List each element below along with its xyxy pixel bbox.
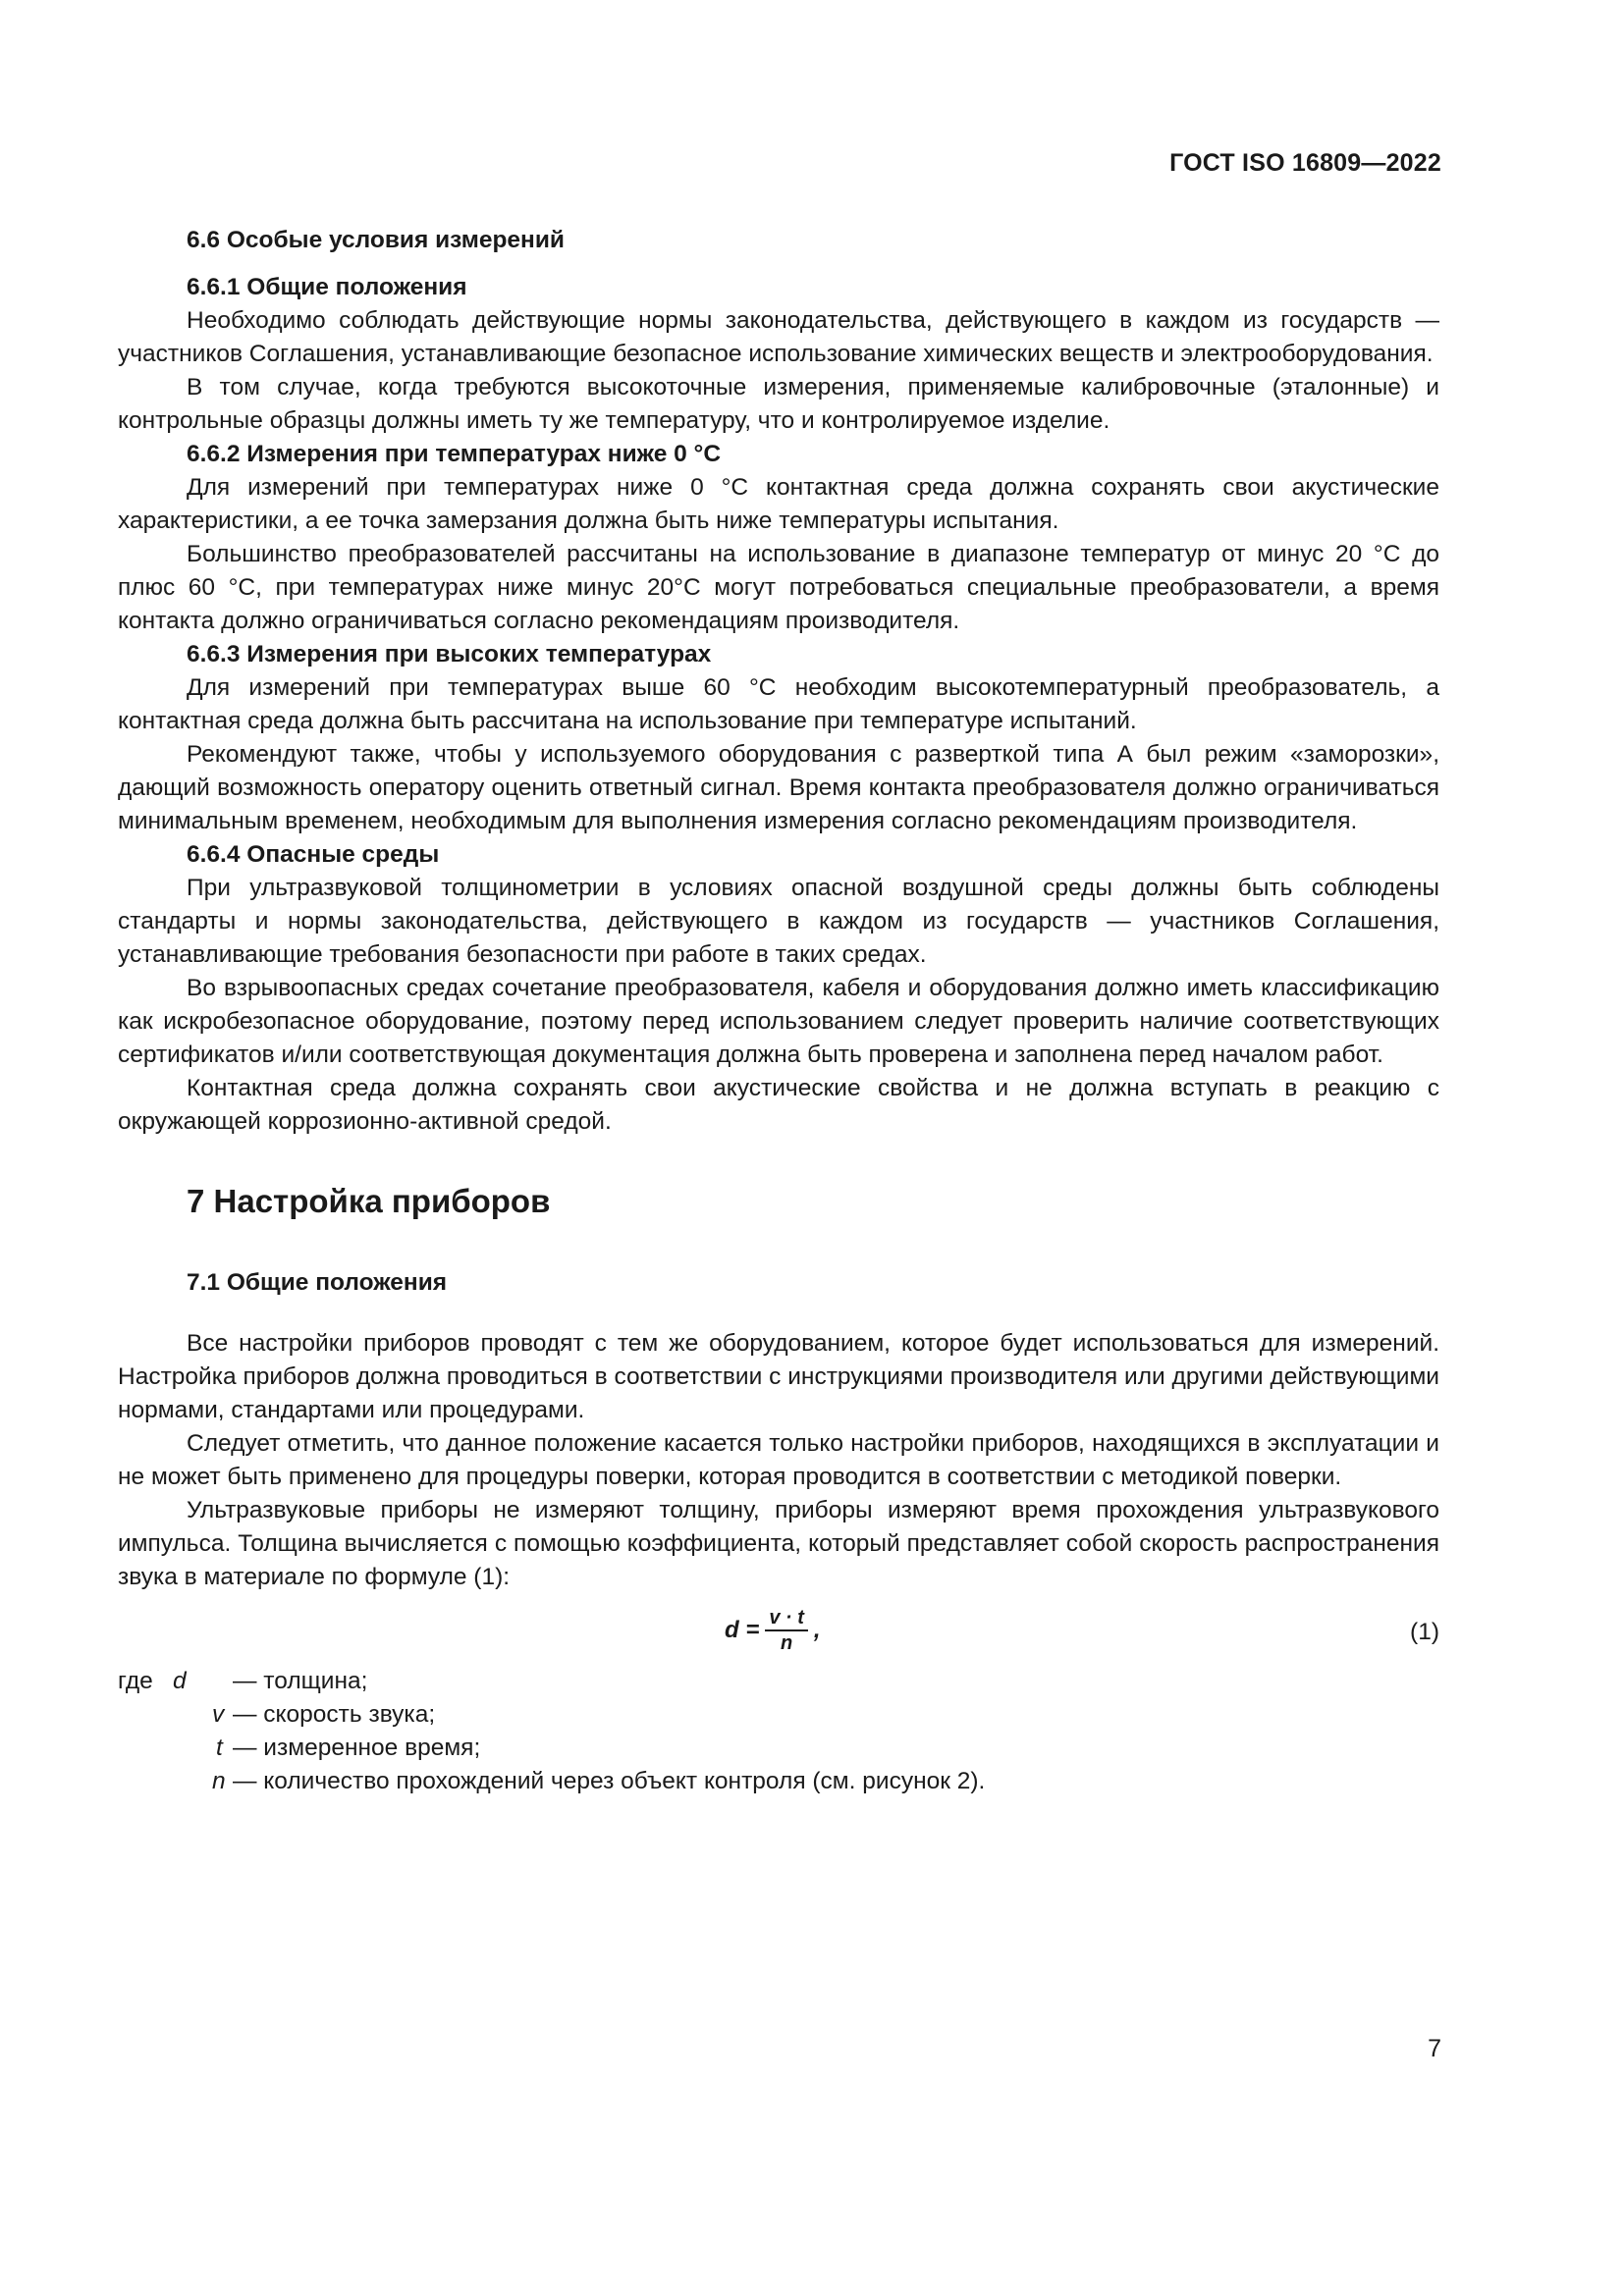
where-description: — толщина; xyxy=(233,1668,368,1694)
paragraph: В том случае, когда требуются высокоточные измерения, применяемые калибровочные (эталонные) и контрольные образцы должны иметь ту же температуру, что и контролируемое изделие. xyxy=(118,374,1439,434)
formula-fraction xyxy=(765,1606,808,1655)
document-code: ГОСТ ISO 16809—2022 xyxy=(1169,149,1441,177)
where-item xyxy=(118,1765,1439,1798)
where-description: — измеренное время; xyxy=(233,1735,481,1761)
formula-denominator: n xyxy=(781,1632,793,1654)
where-item xyxy=(118,1732,1439,1765)
paragraph: При ультразвуковой толщинометрии в условиях опасной воздушной среды должны быть соблюдены стандарты и нормы законодательства, действующего в каждом из государств — участников Соглашения, устанавливающие требования безопасности при работе в таких средах. xyxy=(118,875,1439,968)
where-symbol: v xyxy=(212,1701,225,1728)
where-description: — количество прохождений через объект контроля (см. рисунок 2). xyxy=(233,1768,986,1794)
section-6-6-2-title: 6.6.2 Измерения при температурах ниже 0 °С xyxy=(187,441,722,467)
paragraph: Во взрывоопасных средах сочетание преобразователя, кабеля и оборудования должно иметь классификацию как искробезопасное оборудование, поэтому перед использованием следует проверить наличие соответствующих сертификатов и/или соответствующая документация должна быть проверена и заполнена перед началом работ. xyxy=(118,975,1439,1068)
paragraph: Рекомендуют также, чтобы у используемого оборудования с разверткой типа А был режим «заморозки», дающий возможность оператору оценить ответный сигнал. Время контакта преобразователя должно ограничиваться минимальным временем, необходимым для выполнения измерения согласно рекомендациям производителя. xyxy=(118,741,1439,834)
formula-trail: , xyxy=(813,1617,821,1643)
where-lead: где xyxy=(118,1668,153,1694)
paragraph: Для измерений при температурах ниже 0 °С контактная среда должна сохранять свои акустические характеристики, а ее точка замерзания должна быть ниже температуры испытания. xyxy=(118,474,1439,534)
thickness-formula xyxy=(725,1606,821,1655)
where-symbol: d xyxy=(173,1668,187,1694)
formula-number: (1) xyxy=(1410,1619,1439,1645)
formula-block xyxy=(118,1602,1439,1665)
where-symbol: t xyxy=(216,1735,223,1761)
section-6-6-title: 6.6 Особые условия измерений xyxy=(187,227,565,253)
paragraph: Следует отметить, что данное положение касается только настройки приборов, находящихся в эксплуатации и не может быть применено для процедуры поверки, которая проводится в соответствии с методикой поверки. xyxy=(118,1430,1439,1490)
section-7-title: 7 Настройка приборов xyxy=(187,1183,551,1219)
page-body xyxy=(118,224,1439,1798)
paragraph: Ультразвуковые приборы не измеряют толщину, приборы измеряют время прохождения ультразвукового импульса. Толщина вычисляется с помощью коэффициента, который представляет собой скорость распространения звука в материале по формуле (1): xyxy=(118,1497,1439,1590)
section-6-6-1-title: 6.6.1 Общие положения xyxy=(187,274,467,300)
section-6-6-4-title: 6.6.4 Опасные среды xyxy=(187,841,440,868)
paragraph: Контактная среда должна сохранять свои акустические свойства и не должна вступать в реакцию с окружающей коррозионно-активной средой. xyxy=(118,1075,1439,1135)
formula-lhs: d = xyxy=(725,1617,760,1643)
where-item xyxy=(118,1698,1439,1732)
where-description: — скорость звука; xyxy=(233,1701,436,1728)
paragraph: Большинство преобразователей рассчитаны на использование в диапазоне температур от минус 20 °С до плюс 60 °С, при температурах ниже минус 20°С могут потребоваться специальные преобразователи, а время контакта должно ограничиваться согласно рекомендациям производителя. xyxy=(118,541,1439,634)
paragraph: Для измерений при температурах выше 60 °С необходим высокотемпературный преобразователь, а контактная среда должна быть рассчитана на использование при температуре испытаний. xyxy=(118,674,1439,734)
paragraph: Все настройки приборов проводят с тем же оборудованием, которое будет использоваться для измерений. Настройка приборов должна проводиться в соответствии с инструкциями производителя или другими действующими нормами, стандартами или процедурами. xyxy=(118,1330,1439,1423)
paragraph: Необходимо соблюдать действующие нормы законодательства, действующего в каждом из государств — участников Соглашения, устанавливающие безопасное использование химических веществ и электрооборудования. xyxy=(118,307,1439,367)
section-7-1-title: 7.1 Общие положения xyxy=(187,1269,448,1296)
page-number: 7 xyxy=(1428,2035,1441,2062)
where-symbol: n xyxy=(212,1768,226,1794)
section-6-6-3-title: 6.6.3 Измерения при высоких температурах xyxy=(187,641,712,667)
where-item xyxy=(118,1665,1439,1698)
formula-numerator: v · t xyxy=(765,1606,808,1631)
